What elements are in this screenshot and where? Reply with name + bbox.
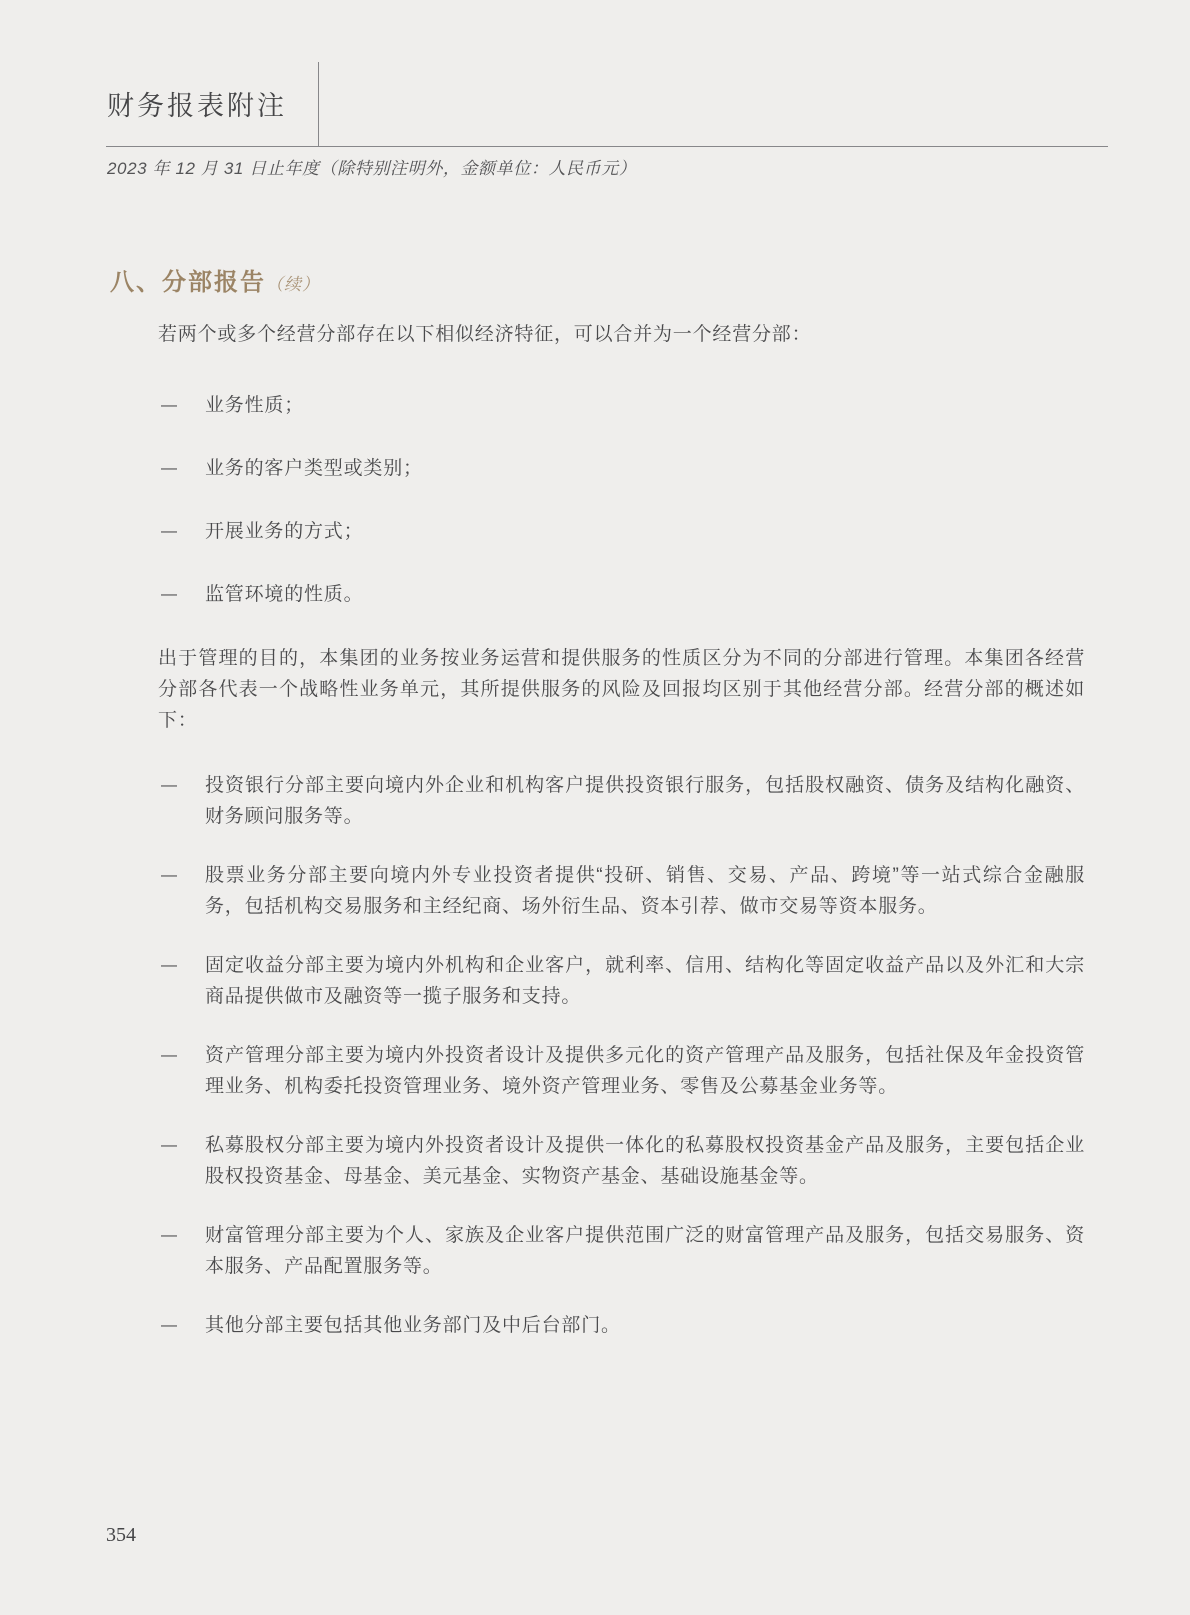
segment-text: 财富管理分部主要为个人、家族及企业客户提供范围广泛的财富管理产品及服务，包括交易服务、资本服务、产品配置服务等。 bbox=[205, 1225, 1085, 1277]
list-item bbox=[158, 390, 1085, 421]
bullet-dash: — bbox=[161, 1317, 177, 1334]
section-content bbox=[110, 268, 1085, 1369]
page-title: 财务报表附注 bbox=[107, 91, 287, 121]
bullet-dash: — bbox=[161, 397, 177, 414]
bullet-dash: — bbox=[161, 523, 177, 540]
section-continued-label: （续） bbox=[266, 275, 320, 294]
section-heading-text: 八、分部报告 bbox=[110, 269, 266, 296]
header-vertical-divider bbox=[318, 62, 319, 146]
criteria-text: 业务性质； bbox=[205, 395, 305, 416]
segment-text: 投资银行分部主要向境内外企业和机构客户提供投资银行服务，包括股权融资、债务及结构化融资、财务顾问服务等。 bbox=[205, 775, 1085, 827]
list-item bbox=[158, 1130, 1085, 1192]
page-number: 354 bbox=[106, 1524, 136, 1546]
segment-text: 其他分部主要包括其他业务部门及中后台部门。 bbox=[205, 1315, 621, 1336]
bullet-dash: — bbox=[161, 957, 177, 974]
list-item bbox=[158, 860, 1085, 922]
management-paragraph: 出于管理的目的，本集团的业务按业务运营和提供服务的性质区分为不同的分部进行管理。本集团各经营分部各代表一个战略性业务单元，其所提供服务的风险及回报均区别于其他经营分部。经营分部的概述如下： bbox=[158, 648, 1085, 731]
segment-text: 股票业务分部主要向境内外专业投资者提供“投研、销售、交易、产品、跨境”等一站式综合金融服务，包括机构交易服务和主经纪商、场外衍生品、资本引荐、做市交易等资本服务。 bbox=[205, 865, 1085, 917]
list-item bbox=[158, 1040, 1085, 1102]
segment-text: 固定收益分部主要为境内外机构和企业客户，就利率、信用、结构化等固定收益产品以及外汇和大宗商品提供做市及融资等一揽子服务和支持。 bbox=[205, 955, 1085, 1007]
bullet-dash: — bbox=[161, 1137, 177, 1154]
list-item bbox=[158, 579, 1085, 610]
segment-text: 私募股权分部主要为境内外投资者设计及提供一体化的私募股权投资基金产品及服务，主要包括企业股权投资基金、母基金、美元基金、实物资产基金、基础设施基金等。 bbox=[205, 1135, 1085, 1187]
criteria-text: 业务的客户类型或类别； bbox=[205, 458, 423, 479]
list-item bbox=[158, 453, 1085, 484]
segment-text: 资产管理分部主要为境内外投资者设计及提供多元化的资产管理产品及服务，包括社保及年金投资管理业务、机构委托投资管理业务、境外资产管理业务、零售及公募基金业务等。 bbox=[205, 1045, 1085, 1097]
segments-list bbox=[158, 770, 1085, 1341]
list-item bbox=[158, 1220, 1085, 1282]
list-item bbox=[158, 770, 1085, 832]
criteria-list bbox=[158, 390, 1085, 610]
criteria-text: 开展业务的方式； bbox=[205, 521, 364, 542]
criteria-text: 监管环境的性质。 bbox=[205, 584, 364, 605]
bullet-dash: — bbox=[161, 1227, 177, 1244]
list-item bbox=[158, 950, 1085, 1012]
bullet-dash: — bbox=[161, 586, 177, 603]
bullet-dash: — bbox=[161, 460, 177, 477]
bullet-dash: — bbox=[161, 1047, 177, 1064]
intro-paragraph: 若两个或多个经营分部存在以下相似经济特征，可以合并为一个经营分部： bbox=[158, 324, 812, 345]
bullet-dash: — bbox=[161, 867, 177, 884]
report-period-subtitle: 2023 年 12 月 31 日止年度（除特别注明外，金额单位：人民币元） bbox=[107, 159, 637, 178]
header-horizontal-rule bbox=[106, 146, 1108, 147]
section-heading bbox=[110, 268, 1037, 300]
list-item bbox=[158, 516, 1085, 547]
bullet-dash: — bbox=[161, 777, 177, 794]
list-item bbox=[158, 1310, 1085, 1341]
